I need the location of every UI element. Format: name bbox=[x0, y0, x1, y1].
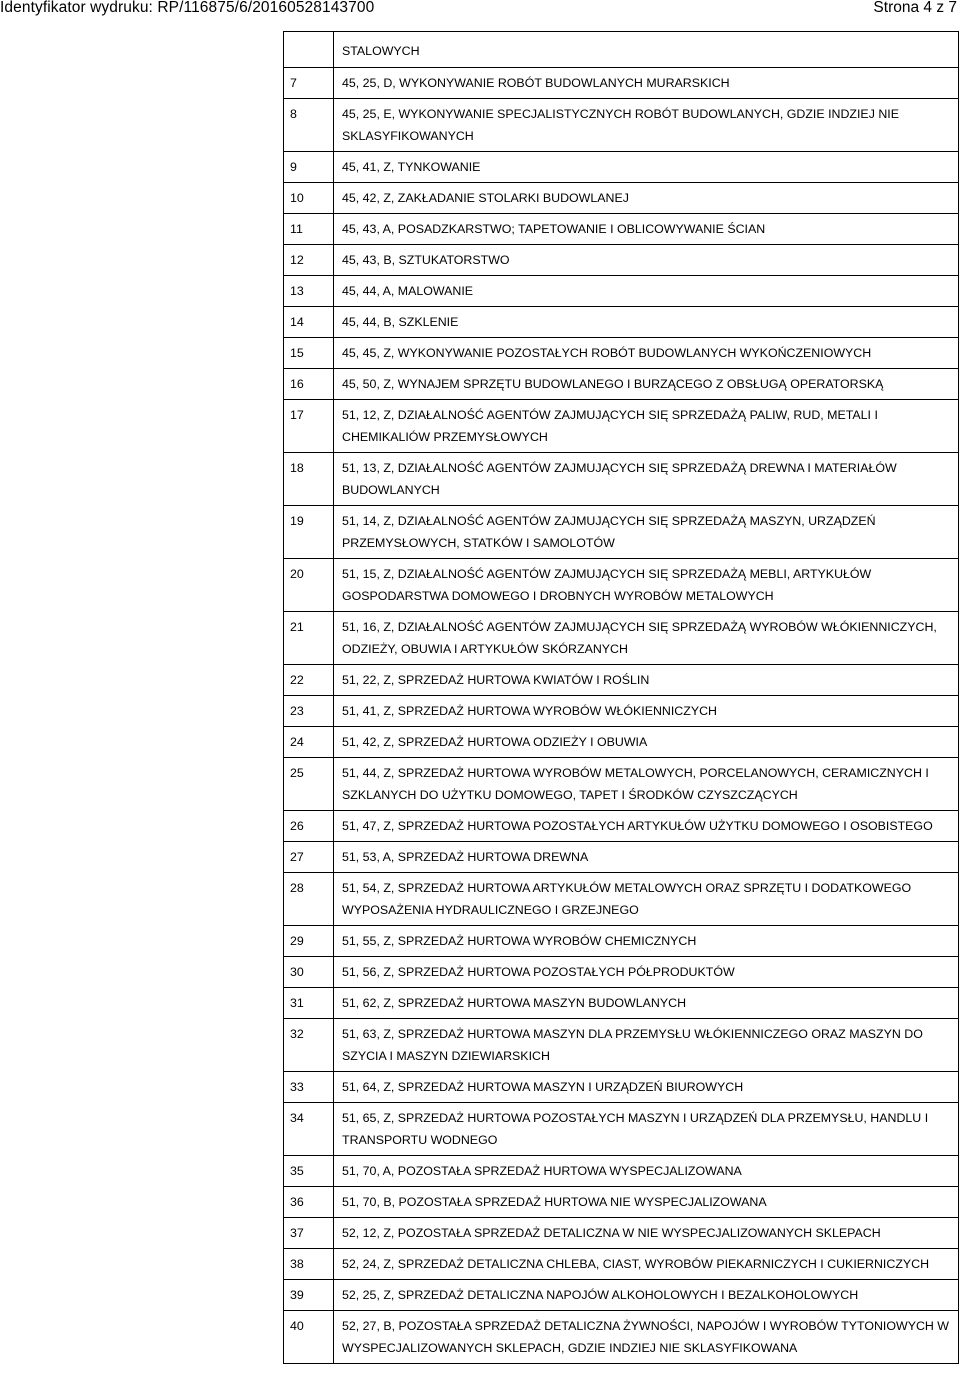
row-number: 39 bbox=[284, 1280, 334, 1311]
table-row bbox=[284, 842, 959, 873]
table-row bbox=[284, 400, 959, 453]
activity-description: 51, 56, Z, SPRZEDAŻ HURTOWA POZOSTAŁYCH PÓŁPRODUKTÓW bbox=[334, 957, 959, 988]
activity-description: 51, 62, Z, SPRZEDAŻ HURTOWA MASZYN BUDOWLANYCH bbox=[334, 988, 959, 1019]
table-row bbox=[284, 957, 959, 988]
table-row bbox=[284, 453, 959, 506]
table-row bbox=[284, 1156, 959, 1187]
activity-description: 45, 43, B, SZTUKATORSTWO bbox=[334, 245, 959, 276]
row-number: 31 bbox=[284, 988, 334, 1019]
table-row bbox=[284, 811, 959, 842]
activity-description: 51, 16, Z, DZIAŁALNOŚĆ AGENTÓW ZAJMUJĄCYCH SIĘ SPRZEDAŻĄ WYROBÓW WŁÓKIENNICZYCH, ODZIEŻY, OBUWIA I ARTYKUŁÓW SKÓRZANYCH bbox=[334, 612, 959, 665]
row-number: 14 bbox=[284, 307, 334, 338]
row-number: 10 bbox=[284, 183, 334, 214]
activity-description: 51, 13, Z, DZIAŁALNOŚĆ AGENTÓW ZAJMUJĄCYCH SIĘ SPRZEDAŻĄ DREWNA I MATERIAŁÓW BUDOWLANYCH bbox=[334, 453, 959, 506]
table-row bbox=[284, 369, 959, 400]
table-row-continuation bbox=[284, 32, 959, 68]
row-number: 36 bbox=[284, 1187, 334, 1218]
activity-description: 52, 25, Z, SPRZEDAŻ DETALICZNA NAPOJÓW ALKOHOLOWYCH I BEZALKOHOLOWYCH bbox=[334, 1280, 959, 1311]
row-number: 29 bbox=[284, 926, 334, 957]
table-row bbox=[284, 926, 959, 957]
table-row bbox=[284, 152, 959, 183]
table-row bbox=[284, 1187, 959, 1218]
table-row bbox=[284, 245, 959, 276]
row-number: 17 bbox=[284, 400, 334, 453]
row-number: 7 bbox=[284, 68, 334, 99]
row-number: 18 bbox=[284, 453, 334, 506]
activity-description: 45, 50, Z, WYNAJEM SPRZĘTU BUDOWLANEGO I BURZĄCEGO Z OBSŁUGĄ OPERATORSKĄ bbox=[334, 369, 959, 400]
table-row bbox=[284, 988, 959, 1019]
activity-description: 52, 12, Z, POZOSTAŁA SPRZEDAŻ DETALICZNA W NIE WYSPECJALIZOWANYCH SKLEPACH bbox=[334, 1218, 959, 1249]
row-number: 38 bbox=[284, 1249, 334, 1280]
table-row bbox=[284, 1249, 959, 1280]
row-number: 23 bbox=[284, 696, 334, 727]
activity-description: STALOWYCH bbox=[334, 32, 959, 68]
table-row bbox=[284, 665, 959, 696]
table-row bbox=[284, 1311, 959, 1364]
pkd-activity-table bbox=[283, 31, 959, 1364]
table-row bbox=[284, 1103, 959, 1156]
row-number: 25 bbox=[284, 758, 334, 811]
table-row bbox=[284, 1218, 959, 1249]
table-row bbox=[284, 276, 959, 307]
activity-description: 45, 44, A, MALOWANIE bbox=[334, 276, 959, 307]
row-number: 9 bbox=[284, 152, 334, 183]
activity-description: 51, 42, Z, SPRZEDAŻ HURTOWA ODZIEŻY I OBUWIA bbox=[334, 727, 959, 758]
row-number: 28 bbox=[284, 873, 334, 926]
row-number: 21 bbox=[284, 612, 334, 665]
activity-description: 51, 41, Z, SPRZEDAŻ HURTOWA WYROBÓW WŁÓKIENNICZYCH bbox=[334, 696, 959, 727]
activity-description: 45, 25, D, WYKONYWANIE ROBÓT BUDOWLANYCH MURARSKICH bbox=[334, 68, 959, 99]
activity-description: 51, 15, Z, DZIAŁALNOŚĆ AGENTÓW ZAJMUJĄCYCH SIĘ SPRZEDAŻĄ MEBLI, ARTYKUŁÓW GOSPODARSTWA DOMOWEGO I DROBNYCH WYROBÓW METALOWYCH bbox=[334, 559, 959, 612]
row-number: 30 bbox=[284, 957, 334, 988]
activity-description: 45, 45, Z, WYKONYWANIE POZOSTAŁYCH ROBÓT BUDOWLANYCH WYKOŃCZENIOWYCH bbox=[334, 338, 959, 369]
row-number: 22 bbox=[284, 665, 334, 696]
table-row bbox=[284, 307, 959, 338]
row-number: 32 bbox=[284, 1019, 334, 1072]
activity-description: 51, 14, Z, DZIAŁALNOŚĆ AGENTÓW ZAJMUJĄCYCH SIĘ SPRZEDAŻĄ MASZYN, URZĄDZEŃ PRZEMYSŁOWYCH, STATKÓW I SAMOLOTÓW bbox=[334, 506, 959, 559]
table-row bbox=[284, 873, 959, 926]
row-number: 26 bbox=[284, 811, 334, 842]
row-number: 27 bbox=[284, 842, 334, 873]
row-number: 19 bbox=[284, 506, 334, 559]
table-row bbox=[284, 727, 959, 758]
page-number: Strona 4 z 7 bbox=[873, 0, 957, 16]
activity-description: 51, 22, Z, SPRZEDAŻ HURTOWA KWIATÓW I ROŚLIN bbox=[334, 665, 959, 696]
activity-description: 51, 55, Z, SPRZEDAŻ HURTOWA WYROBÓW CHEMICZNYCH bbox=[334, 926, 959, 957]
activity-description: 51, 70, A, POZOSTAŁA SPRZEDAŻ HURTOWA WYSPECJALIZOWANA bbox=[334, 1156, 959, 1187]
row-number: 40 bbox=[284, 1311, 334, 1364]
activity-description: 45, 43, A, POSADZKARSTWO; TAPETOWANIE I OBLICOWYWANIE ŚCIAN bbox=[334, 214, 959, 245]
activity-description: 51, 54, Z, SPRZEDAŻ HURTOWA ARTYKUŁÓW METALOWYCH ORAZ SPRZĘTU I DODATKOWEGO WYPOSAŻENIA HYDRAULICZNEGO I GRZEJNEGO bbox=[334, 873, 959, 926]
row-number: 8 bbox=[284, 99, 334, 152]
table-row bbox=[284, 99, 959, 152]
row-number: 24 bbox=[284, 727, 334, 758]
activity-description: 51, 12, Z, DZIAŁALNOŚĆ AGENTÓW ZAJMUJĄCYCH SIĘ SPRZEDAŻĄ PALIW, RUD, METALI I CHEMIKALIÓW PRZEMYSŁOWYCH bbox=[334, 400, 959, 453]
activity-description: 51, 64, Z, SPRZEDAŻ HURTOWA MASZYN I URZĄDZEŃ BIUROWYCH bbox=[334, 1072, 959, 1103]
row-number: 15 bbox=[284, 338, 334, 369]
activity-description: 51, 53, A, SPRZEDAŻ HURTOWA DREWNA bbox=[334, 842, 959, 873]
table-row bbox=[284, 1072, 959, 1103]
activity-description: 52, 27, B, POZOSTAŁA SPRZEDAŻ DETALICZNA ŻYWNOŚCI, NAPOJÓW I WYROBÓW TYTONIOWYCH W WYSPECJALIZOWANYCH SKLEPACH, GDZIE INDZIEJ NIE SKLASYFIKOWANA bbox=[334, 1311, 959, 1364]
table-row bbox=[284, 506, 959, 559]
table-row bbox=[284, 338, 959, 369]
table-row bbox=[284, 559, 959, 612]
row-number: 34 bbox=[284, 1103, 334, 1156]
table-row bbox=[284, 68, 959, 99]
table-row bbox=[284, 758, 959, 811]
row-number: 33 bbox=[284, 1072, 334, 1103]
row-number: 20 bbox=[284, 559, 334, 612]
activity-description: 45, 25, E, WYKONYWANIE SPECJALISTYCZNYCH ROBÓT BUDOWLANYCH, GDZIE INDZIEJ NIE SKLASYFIKOWANYCH bbox=[334, 99, 959, 152]
activity-description: 45, 44, B, SZKLENIE bbox=[334, 307, 959, 338]
table-row bbox=[284, 1280, 959, 1311]
activity-description: 51, 70, B, POZOSTAŁA SPRZEDAŻ HURTOWA NIE WYSPECJALIZOWANA bbox=[334, 1187, 959, 1218]
row-number: 13 bbox=[284, 276, 334, 307]
row-number: 12 bbox=[284, 245, 334, 276]
table-row bbox=[284, 214, 959, 245]
activity-description: 52, 24, Z, SPRZEDAŻ DETALICZNA CHLEBA, CIAST, WYROBÓW PIEKARNICZYCH I CUKIERNICZYCH bbox=[334, 1249, 959, 1280]
table-row bbox=[284, 1019, 959, 1072]
table-row bbox=[284, 183, 959, 214]
table-row bbox=[284, 612, 959, 665]
activity-description: 51, 47, Z, SPRZEDAŻ HURTOWA POZOSTAŁYCH ARTYKUŁÓW UŻYTKU DOMOWEGO I OSOBISTEGO bbox=[334, 811, 959, 842]
activity-description: 45, 42, Z, ZAKŁADANIE STOLARKI BUDOWLANEJ bbox=[334, 183, 959, 214]
activity-description: 51, 65, Z, SPRZEDAŻ HURTOWA POZOSTAŁYCH MASZYN I URZĄDZEŃ DLA PRZEMYSŁU, HANDLU I TRANSPORTU WODNEGO bbox=[334, 1103, 959, 1156]
print-identifier: Identyfikator wydruku: RP/116875/6/20160528143700 bbox=[0, 0, 375, 16]
table-row bbox=[284, 696, 959, 727]
activity-description: 45, 41, Z, TYNKOWANIE bbox=[334, 152, 959, 183]
row-number: 16 bbox=[284, 369, 334, 400]
activity-description: 51, 44, Z, SPRZEDAŻ HURTOWA WYROBÓW METALOWYCH, PORCELANOWYCH, CERAMICZNYCH I SZKLANYCH DO UŻYTKU DOMOWEGO, TAPET I ŚRODKÓW CZYSZCZĄCYCH bbox=[334, 758, 959, 811]
row-number bbox=[284, 32, 334, 68]
row-number: 35 bbox=[284, 1156, 334, 1187]
row-number: 11 bbox=[284, 214, 334, 245]
activity-description: 51, 63, Z, SPRZEDAŻ HURTOWA MASZYN DLA PRZEMYSŁU WŁÓKIENNICZEGO ORAZ MASZYN DO SZYCIA I MASZYN DZIEWIARSKICH bbox=[334, 1019, 959, 1072]
row-number: 37 bbox=[284, 1218, 334, 1249]
